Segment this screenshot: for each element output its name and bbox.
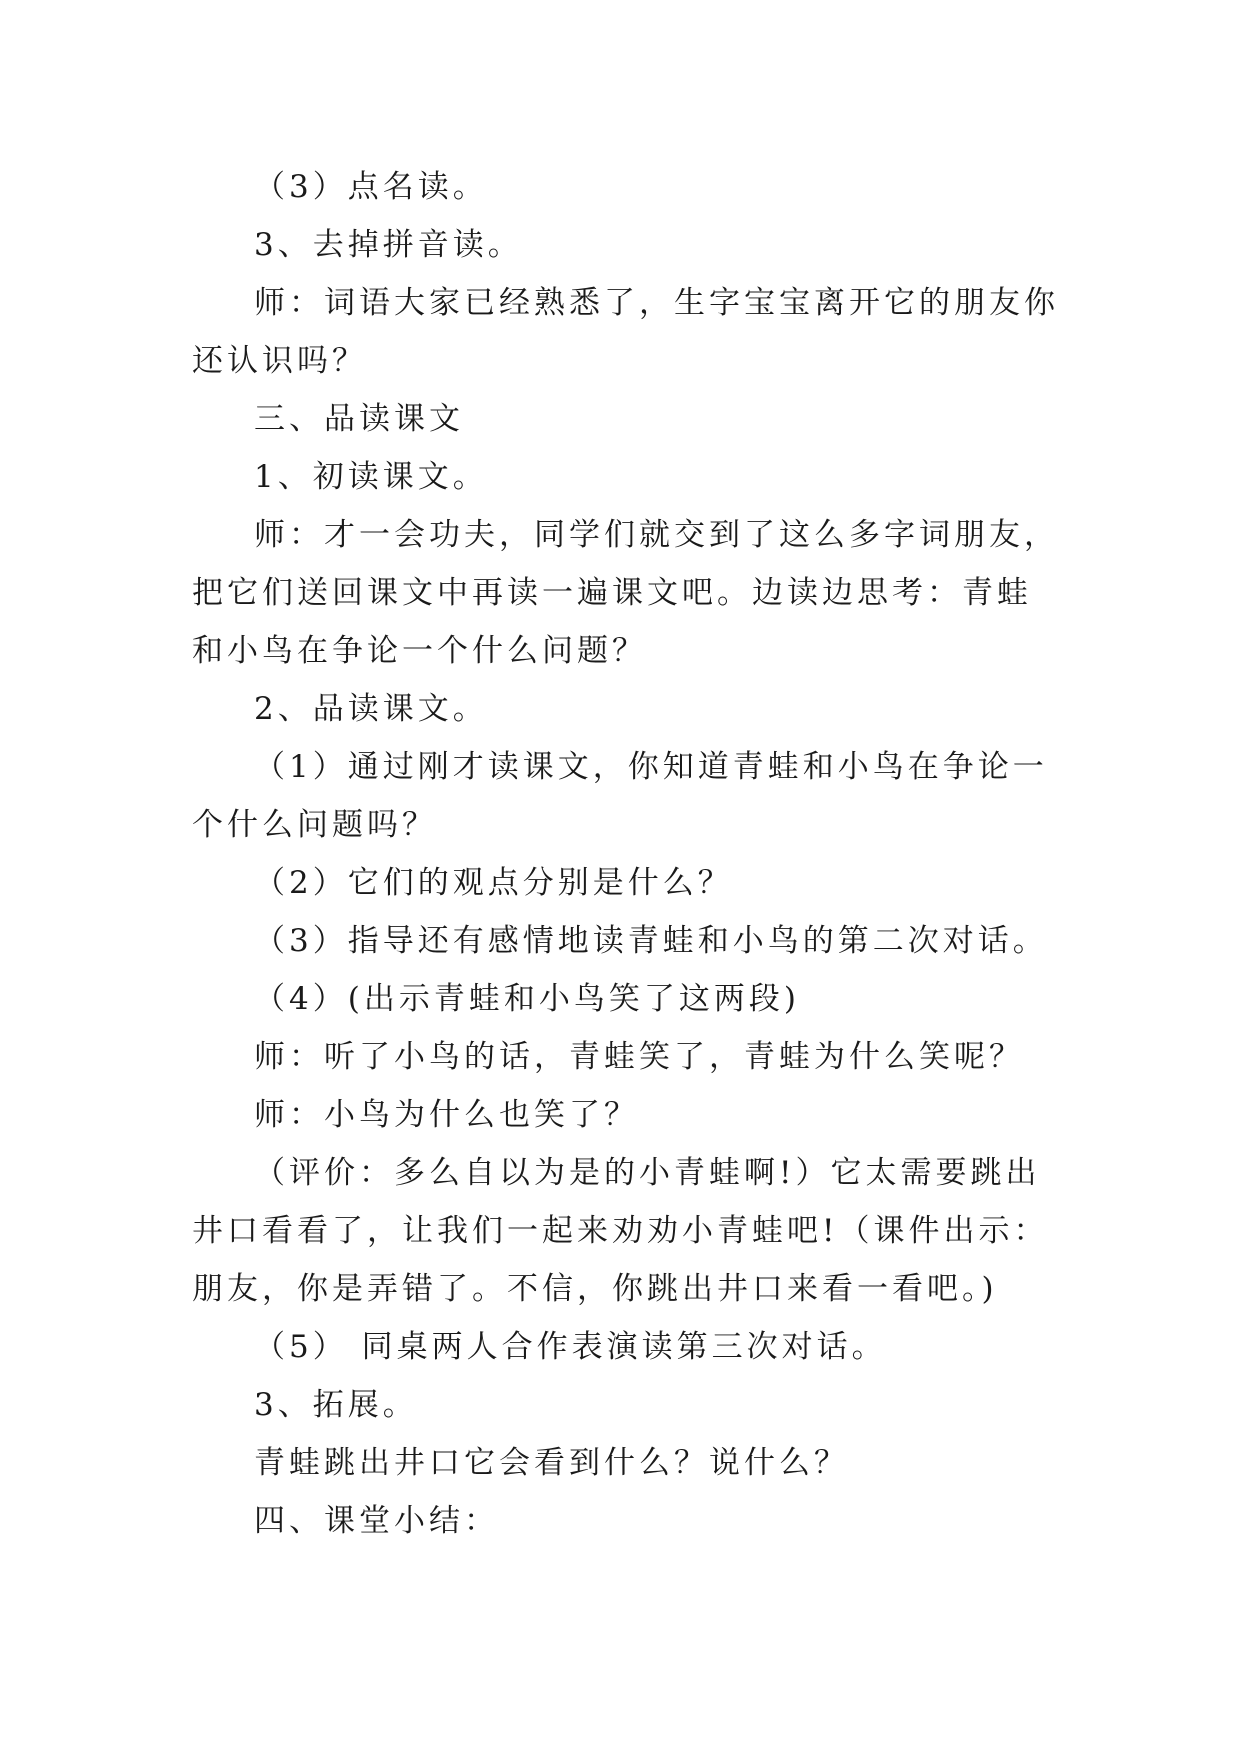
paragraph-evaluation: （评价：多么自以为是的小青蛙啊!）它太需要跳出井口看看了，让我们一起来劝劝小青蛙吧!（课件出示：朋友，你是弄错了。不信，你跳出井口来看一看吧。) <box>192 1155 1049 1307</box>
paragraph-extension-question: 青蛙跳出井口它会看到什么？说什么？ <box>254 1445 849 1481</box>
paragraph-teacher-bird-laugh: 师：小鸟为什么也笑了？ <box>254 1097 639 1133</box>
paragraph-item-1: （1）通过刚才读课文，你知道青蛙和小鸟在争论一个什么问题吗？ <box>192 749 1048 843</box>
paragraph-item-4: （4）(出示青蛙和小鸟笑了这两段) <box>254 981 800 1017</box>
paragraph-first-reading: 1、初读课文。 <box>254 459 488 495</box>
heading-section-three: 三、品读课文 <box>254 401 464 437</box>
paragraph-item-3: （3）指导还有感情地读青蛙和小鸟的第二次对话。 <box>254 923 1048 959</box>
paragraph-extension: 3、拓展。 <box>254 1387 418 1423</box>
paragraph-teacher-words-question: 师：词语大家已经熟悉了，生字宝宝离开它的朋友你还认识吗？ <box>192 285 1059 379</box>
paragraph-teacher-frog-laugh: 师：听了小鸟的话，青蛙笑了，青蛙为什么笑呢？ <box>254 1039 1024 1075</box>
paragraph-teacher-reading-prompt: 师：才一会功夫，同学们就交到了这么多字词朋友，把它们送回课文中再读一遍课文吧。边读边思考：青蛙和小鸟在争论一个什么问题？ <box>192 517 1059 669</box>
paragraph-roll-call-reading: （3）点名读。 <box>254 169 488 205</box>
paragraph-read-without-pinyin: 3、去掉拼音读。 <box>254 227 523 263</box>
paragraph-close-reading: 2、品读课文。 <box>254 691 488 727</box>
document-body <box>192 158 1060 1550</box>
heading-section-four: 四、课堂小结： <box>254 1503 499 1539</box>
paragraph-item-5: （5） 同桌两人合作表演读第三次对话。 <box>254 1329 887 1365</box>
paragraph-item-2: （2）它们的观点分别是什么？ <box>254 865 733 901</box>
